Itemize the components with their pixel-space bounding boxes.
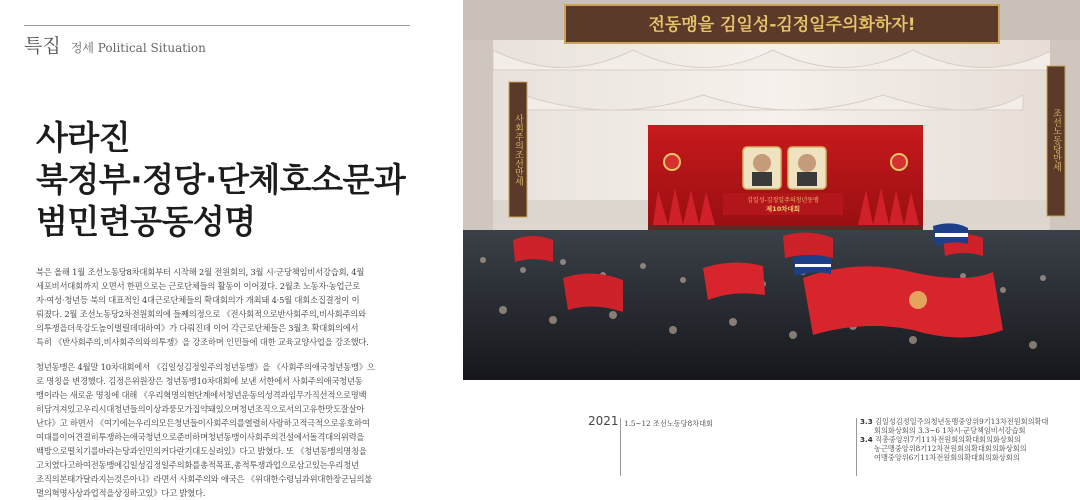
- section-title: 특집: [24, 35, 61, 57]
- text-line: 난다》고 하면서 《여기에는우리의모든청년들이사회주의를열렬히사랑하고적극적으로옹호하여: [36, 418, 370, 428]
- right-side-banner-text: 조선노동당만세: [1051, 108, 1061, 172]
- header-rule: [24, 25, 410, 26]
- section-header: [24, 31, 206, 58]
- text-line: 여대를이어견결히투쟁하는애국청년으로준비하며청년동맹이사회주의건설에서돌격대의위력을: [36, 432, 365, 442]
- headline-line: 범민련공동성명: [36, 202, 256, 241]
- timeline-year: 2021: [588, 414, 619, 428]
- text-line: 조직의본태가달라지는것은아니》라면서 사회주의와 애국은 《위대한수령님과위대한장군님의불: [36, 474, 373, 484]
- timeline-entry: [860, 417, 1048, 426]
- text-line: 청년동맹은 4월말 10차대회에서 《김일성김정일주의청년동맹》을 《사회주의애국청년동맹》으: [36, 362, 375, 372]
- timeline-entry-text: 여맹중앙위6기11차전원회의확대회의화상회의: [874, 453, 1020, 462]
- timeline-entry-text: 김일성김정일주의청년동맹중앙위9기13차전원회의확대: [875, 417, 1049, 426]
- article-headline: [36, 117, 416, 243]
- text-line: 북은 올해 1월 조선노동당8차대회부터 시작해 2월 전원회의, 3월 시·군당책임비서강습회, 4월: [36, 267, 365, 277]
- paragraph-2: [36, 360, 378, 500]
- left-side-banner-text: 사회주의조선만세: [513, 114, 523, 186]
- timeline-entry: 1.5~12 조선노동당8차대회: [624, 419, 714, 428]
- timeline-entry: [874, 426, 1026, 435]
- text-line: 세포비서대회까지 오면서 한편으로는 근로단체들의 활동이 이어졌다. 2월초 노동자·농업근로: [36, 281, 360, 291]
- paragraph-1: [36, 265, 378, 349]
- section-subtitle: 정세 Political Situation: [70, 41, 206, 55]
- top-banner-text: 전동맹을 김일성-김정일주의화하자!: [648, 15, 916, 35]
- timeline-entry: [874, 453, 1020, 462]
- timeline: [580, 414, 1080, 500]
- text-line: 멸의혁명사상과업적을상징하고있》다고 밝혔다.: [36, 488, 206, 498]
- photo-illustration: [463, 0, 1080, 380]
- timeline-entry: [874, 444, 1027, 453]
- timeline-entry-text: 직총중앙위7기11차전원회의확대회의화상회의: [875, 435, 1021, 444]
- timeline-entry-date: 3.3: [860, 417, 873, 426]
- timeline-entry-text: 회의화상회의 3.3~6 1차시·군당책임비서강습회: [874, 426, 1026, 435]
- timeline-entry-date: 3.4: [860, 435, 873, 444]
- text-line: 맹이라는 새로운 명칭에 대해 《우리혁명의현단계에서청년운동의성격과임무가직선적으로명백: [36, 390, 367, 400]
- screen-caption-1: 김일성-김정일주의청년동맹: [747, 197, 819, 204]
- screen-caption-2: 제10차대회: [765, 205, 801, 213]
- timeline-entry: [860, 435, 1021, 444]
- timeline-divider: [620, 418, 621, 476]
- headline-line: 북정부·정당·단체호소문과: [36, 160, 406, 199]
- left-page: [0, 0, 430, 500]
- timeline-entry-text: 농근맹중앙위8기12차전원회의확대회의화상회의: [874, 444, 1027, 453]
- text-line: 자·여성·청년등 북의 대표적인 4대근로단체들의 확대회의가 개최돼 4·5월 대회소집결정이 이: [36, 295, 360, 305]
- text-line: 의투쟁을더욱강도높이벌릴데대하여》가 다뤄진데 이어 각근로단체들은 3월초 확대회의에서: [36, 323, 359, 333]
- congress-hall-photo: [463, 0, 1080, 380]
- text-line: 백방으로떨치기를바라는당과인민의커다란기대도실려있》다고 밝혔다. 또 《청년동맹의명칭을: [36, 446, 367, 456]
- text-line: 고치였다고하여전동맹에김일성김정일주의화를총적목표,총적투쟁과업으로삼고있는우리청년: [36, 460, 359, 470]
- headline-line: 사라진: [36, 118, 131, 157]
- text-line: 특히 《반사회주의,비사회주의와의투쟁》을 강조하며 인민들에 대한 교육교양사업을 강조했다.: [36, 337, 369, 347]
- timeline-divider: [856, 418, 857, 476]
- text-line: 뤄졌다. 2월 조선노동당2차전원회의에 들째의정으로 《전사회적으로반사회주의,비사회주의와: [36, 309, 366, 319]
- text-line: 로 명칭을 변경했다. 김정은위원장은 청년동맹10차대회에 보낸 서한에서 사회주의애국청년동: [36, 376, 363, 386]
- text-line: 히담겨져있고우리시대청년들의이상과풍모가집약돼있으며청년조직으로서의고유한맛도잘살아: [36, 404, 365, 414]
